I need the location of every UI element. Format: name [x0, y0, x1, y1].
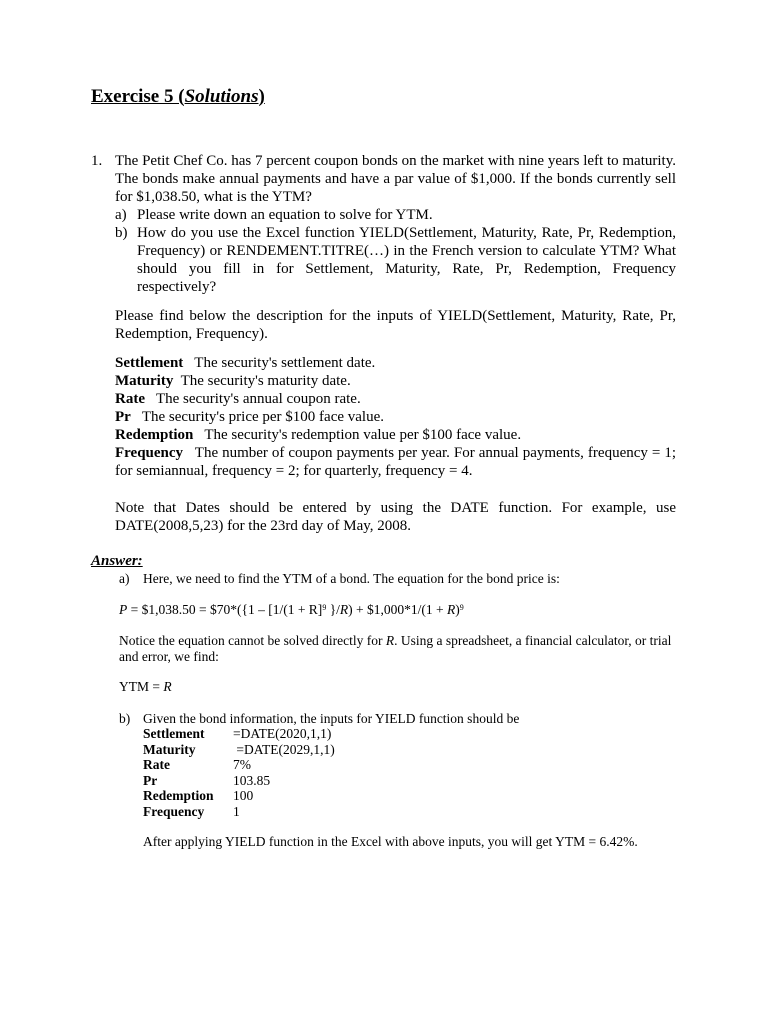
- input-name: Rate: [143, 757, 170, 772]
- input-value: 7%: [233, 757, 251, 772]
- answer-part-b: [119, 711, 679, 727]
- description-text: The number of coupon payments per year. For annual payments, frequency = 1; for semiannual, frequency = 2; for quarterly, frequency = 4.: [115, 445, 676, 479]
- input-value: =DATE(2020,1,1): [233, 726, 332, 741]
- description-term: Pr: [115, 409, 131, 425]
- part-label: a): [115, 207, 127, 223]
- input-name: Redemption: [143, 788, 214, 803]
- conclusion-text: After applying YIELD function in the Excel with above inputs, you will get YTM = 6.42%.: [143, 834, 638, 849]
- notice-pre: Notice the equation cannot be solved directly for: [119, 633, 386, 648]
- date-note: Note that Dates should be entered by using the DATE function. For example, use DATE(2008,5,23) for the 23rd day of May, 2008.: [115, 500, 676, 534]
- description-text: The security's maturity date.: [180, 373, 351, 389]
- ytm-pre: YTM =: [119, 679, 164, 694]
- description-item: [115, 426, 676, 444]
- input-name: Maturity: [143, 741, 196, 757]
- description-text: The security's price per $100 face value.: [141, 409, 384, 425]
- title-suffix: ): [258, 86, 265, 107]
- yield-input-row: [143, 788, 335, 804]
- eq-part: = $1,038.50 = $70*({1 – [1/(1 + R]: [127, 602, 323, 617]
- ytm-result: [119, 679, 172, 695]
- description-intro: Please find below the description for the inputs of YIELD(Settlement, Maturity, Rate, Pr, Redemption, Frequency).: [115, 308, 676, 342]
- answer-part-a: [119, 571, 679, 587]
- question-number: 1.: [91, 153, 103, 169]
- yield-input-row: [143, 726, 335, 742]
- title-italic: Solutions: [184, 86, 259, 107]
- yield-input-row: [143, 742, 335, 758]
- answer-heading: Answer:: [91, 553, 143, 569]
- yield-input-row: [143, 757, 335, 773]
- description-term: Redemption: [115, 427, 194, 443]
- notice-var: R: [385, 633, 395, 648]
- page-title: [91, 86, 265, 108]
- input-name: Settlement: [143, 726, 205, 741]
- eq-part: }/: [326, 602, 340, 617]
- question-part-b: [115, 224, 676, 296]
- answer-a-row: [119, 571, 679, 587]
- answer-a-label: a): [119, 571, 130, 586]
- description-item: [115, 390, 676, 408]
- description-list: [115, 354, 676, 480]
- description-item: [115, 372, 676, 390]
- input-value: =DATE(2029,1,1): [233, 741, 335, 757]
- eq-exponent: 9: [322, 603, 327, 612]
- description-text: The security's redemption value per $100 face value.: [204, 427, 522, 443]
- description-term: Maturity: [115, 373, 174, 389]
- eq-part: ): [455, 602, 460, 617]
- input-value: 103.85: [233, 772, 271, 788]
- yield-input-row: [143, 804, 335, 820]
- question-part-a: [115, 206, 676, 224]
- eq-var: R: [339, 602, 349, 617]
- bond-price-equation: [119, 602, 464, 618]
- description-item: [115, 408, 676, 426]
- part-text: How do you use the Excel function YIELD(Settlement, Maturity, Rate, Pr, Redemption, Frequency) or RENDEMENT.TITRE(…) in the French version to calculate YTM? What should you fill in for Settlement, Maturity, Rate, Pr, Redemption, Frequency respectively?: [137, 225, 676, 295]
- description-term: Rate: [115, 391, 145, 407]
- question-block: [91, 152, 676, 296]
- question-row: [91, 152, 676, 206]
- answer-b-text: Given the bond information, the inputs for YIELD function should be: [143, 711, 520, 726]
- input-name: Frequency: [143, 803, 205, 819]
- answer-a-text: Here, we need to find the YTM of a bond. The equation for the bond price is:: [143, 571, 560, 586]
- eq-var: R: [447, 602, 456, 617]
- input-value: 100: [233, 788, 254, 803]
- description-item: [115, 354, 676, 372]
- eq-part: ) + $1,000*1/(1 +: [348, 602, 448, 617]
- input-name: Pr: [143, 772, 158, 788]
- part-label: b): [115, 225, 128, 241]
- yield-inputs-table: [143, 726, 335, 819]
- description-text: The security's settlement date.: [194, 355, 376, 371]
- eq-exponent: 9: [459, 603, 464, 612]
- answer-b-label: b): [119, 711, 131, 726]
- description-item: [115, 444, 676, 480]
- answer-b-row: [119, 711, 679, 727]
- notice-post: . Using a spreadsheet, a financial calculator, or trial and error, we find:: [119, 633, 672, 664]
- eq-p: P: [119, 602, 128, 617]
- description-term: Settlement: [115, 355, 184, 371]
- part-text: Please write down an equation to solve for YTM.: [137, 207, 433, 223]
- description-term: Frequency: [115, 445, 184, 461]
- question-text: The Petit Chef Co. has 7 percent coupon bonds on the market with nine years left to maturity. The bonds make annual payments and have a par value of $1,000. If the bonds currently sell for $1,038.50, what is the YTM?: [115, 153, 676, 205]
- notice-paragraph: [119, 633, 677, 665]
- title-prefix: Exercise 5 (: [91, 86, 185, 107]
- yield-input-row: [143, 773, 335, 789]
- description-text: The security's annual coupon rate.: [155, 391, 361, 407]
- ytm-var: R: [163, 679, 172, 694]
- input-value: 1: [233, 803, 240, 819]
